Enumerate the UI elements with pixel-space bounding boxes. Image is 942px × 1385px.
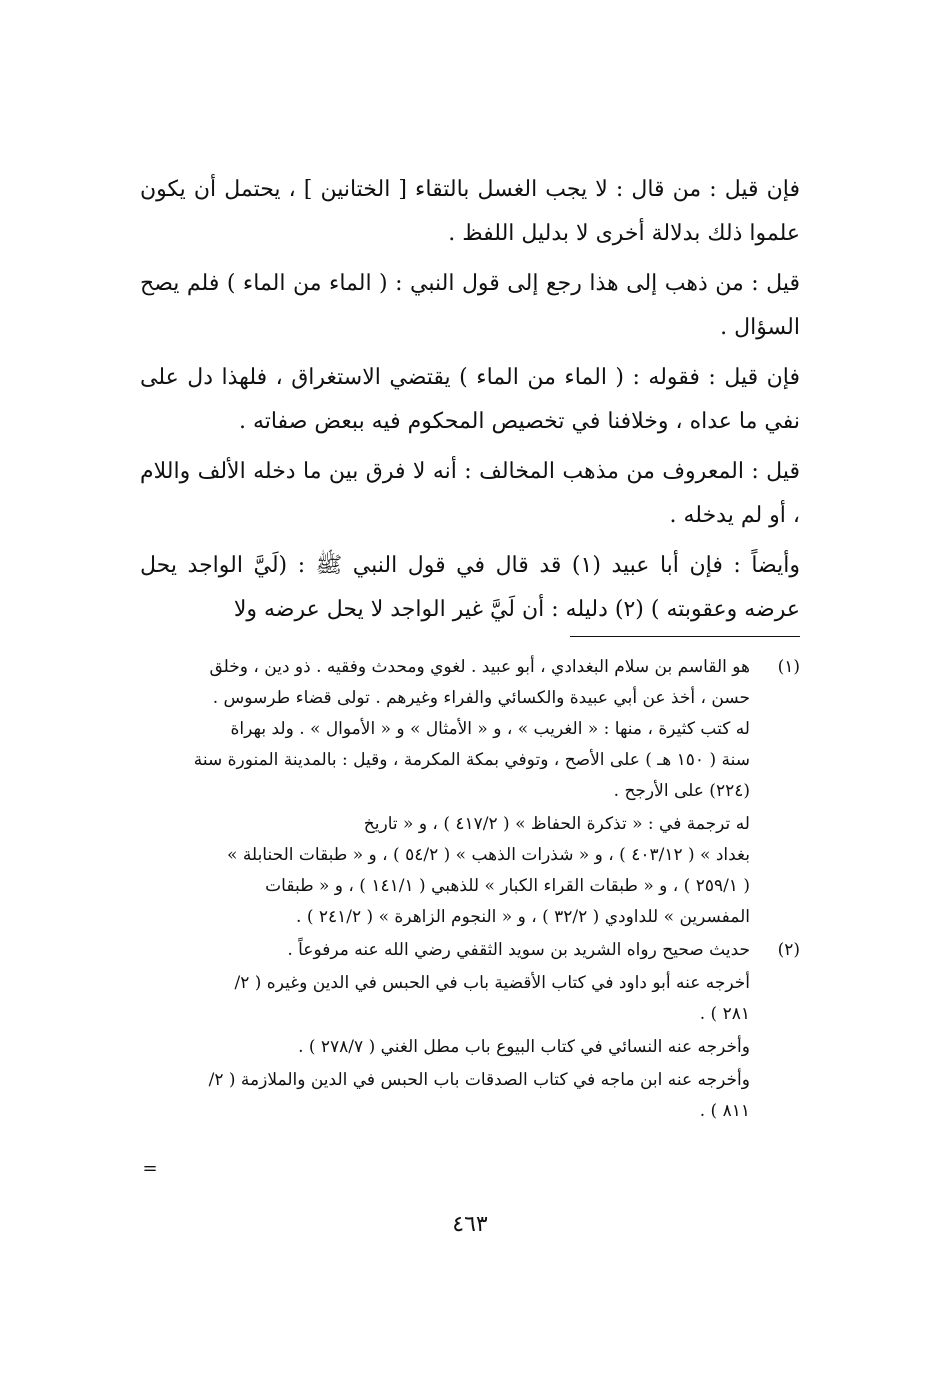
- footnote-block: [140, 652, 750, 807]
- footnote-body: [140, 935, 750, 1129]
- footnotes: [140, 652, 800, 1129]
- footnote-line: ٢٨١ ) .: [699, 1004, 750, 1024]
- footnote-body: [140, 652, 750, 935]
- footnote-line: سنة ( ١٥٠ هـ ) على الأصح ، وتوفي بمكة المكرمة ، وقيل : بالمدينة المنورة سنة: [193, 750, 750, 770]
- footnote-block: [140, 1065, 750, 1127]
- footnote-line: المفسرين » للداودي ( ٣٢/٢ ) ، و « النجوم الزاهرة » ( ٢٤١/٢ ) .: [296, 907, 750, 927]
- footnote-block: [140, 935, 750, 966]
- footnote-line: وأخرجه عنه ابن ماجه في كتاب الصدقات باب الحبس في الدين والملازمة ( ٢/: [208, 1070, 750, 1090]
- footnote-block: [140, 968, 750, 1030]
- footnote-line: أخرجه عنه أبو داود في كتاب الأقضية باب في الحبس في الدين وغيره ( ٢/: [234, 973, 750, 993]
- footnote-line: ٨١١ ) .: [699, 1101, 750, 1121]
- page-number: ٤٦٣: [452, 1212, 488, 1237]
- paragraph: فإن قيل : فقوله : ( الماء من الماء ) يقتضي الاستغراق ، فلهذا دل على نفي ما عداه ، وخلافنا في تخصيص المحكوم فيه ببعض صفاته .: [140, 365, 800, 434]
- paragraph: وأيضاً : فإن أبا عبيد (١) قد قال في قول النبي ﷺ : (لَيَّ الواجد يحل عرضه وعقوبته ) (٢) دليله : أن لَيَّ غير الواجد لا يحل عرضه ولا: [140, 553, 800, 622]
- footnote-number: (١): [777, 657, 800, 677]
- footnote-line: له كتب كثيرة ، منها : « الغريب » ، و « الأمثال » و « الأموال » . ولد بهراة: [230, 719, 750, 739]
- book-page: [140, 0, 800, 1385]
- footnote-line: له ترجمة في : « تذكرة الحفاظ » ( ٤١٧/٢ ) ، و « تاريخ: [363, 814, 750, 834]
- footnote-line: حديث صحيح رواه الشريد بن سويد الثقفي رضي الله عنه مرفوعاً .: [287, 940, 750, 960]
- footnote-number: (٢): [777, 940, 800, 960]
- paragraph: فإن قيل : من قال : لا يجب الغسل بالتقاء [ الختانين ] ، يحتمل أن يكون علموا ذلك بدلالة أخرى لا بدليل اللفظ .: [140, 177, 800, 246]
- footnote: [140, 935, 800, 1129]
- footnote-line: وأخرجه عنه النسائي في كتاب البيوع باب مطل الغني ( ٢٧٨/٧ ) .: [298, 1037, 750, 1057]
- footnote: [140, 652, 800, 935]
- footnote-line: ( ٢٥٩/١ ) ، و « طبقات القراء الكبار » للذهبي ( ١٤١/١ ) ، و « طبقات: [265, 876, 750, 896]
- paragraph: قيل : من ذهب إلى هذا رجع إلى قول النبي : ( الماء من الماء ) فلم يصح السؤال .: [140, 271, 800, 340]
- paragraph: قيل : المعروف من مذهب المخالف : أنه لا فرق بين ما دخله الألف واللام ، أو لم يدخله .: [140, 459, 800, 528]
- footnote-line: حسن ، أخذ عن أبي عبيدة والكسائي والفراء وغيرهم . تولى قضاء طرسوس .: [212, 688, 750, 708]
- footnote-line: (٢٢٤) على الأرجح .: [613, 781, 750, 801]
- footnote-line: بغداد » ( ٤٠٣/١٢ ) ، و « شذرات الذهب » ( ٥٤/٢ ) ، و « طبقات الحنابلة »: [227, 845, 750, 865]
- footnote-block: [140, 809, 750, 933]
- footnote-separator: [570, 636, 800, 637]
- continuation-mark: =: [142, 1158, 158, 1179]
- main-text: [140, 168, 800, 638]
- footnote-line: هو القاسم بن سلام البغدادي ، أبو عبيد . لغوي ومحدث وفقيه . ذو دين ، وخلق: [209, 657, 750, 677]
- footnote-block: [140, 1032, 750, 1063]
